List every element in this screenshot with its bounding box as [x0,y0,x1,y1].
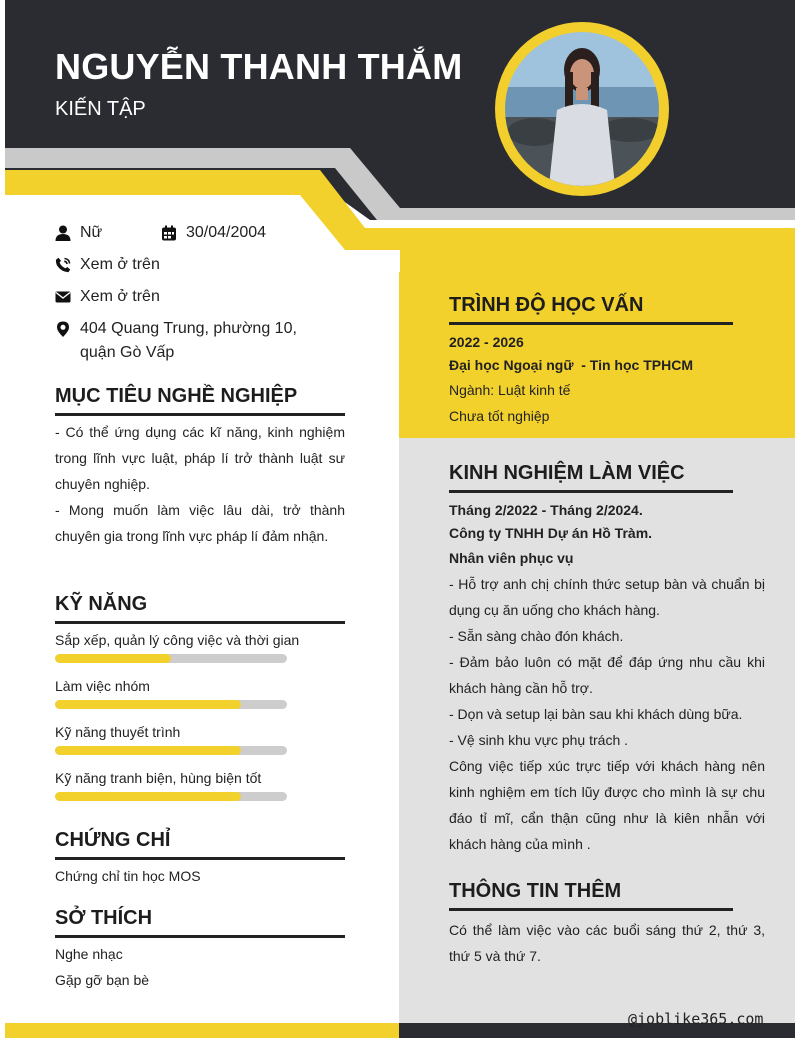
experience-duty: - Hỗ trợ anh chị chính thức setup bàn và chuẩn bị dụng cụ ăn uống cho khách hàng. [449,576,765,618]
skill-level-bar [55,746,287,755]
experience-duty: - Đảm bảo luôn có mặt để đáp ứng nhu cầu khi khách hàng cần hỗ trợ. [449,654,765,696]
skills-title: KỸ NĂNG [55,593,148,615]
birthdate-value: 30/04/2004 [186,224,267,241]
skill-level-fill [55,746,241,755]
skill-label: Sắp xếp, quản lý công việc và thời gian [55,632,300,648]
skill-level-bar [55,654,287,663]
experience-duty: - Dọn và setup lại bàn sau khi khách dùng bữa. [449,706,743,722]
skill-level-bar [55,700,287,709]
additional-divider [449,908,733,911]
experience-title: KINH NGHIỆM LÀM VIỆC [449,462,685,484]
candidate-name: NGUYỄN THANH THẮM [55,46,463,87]
hobbies-divider [55,935,345,938]
certificates-divider [55,857,345,860]
watermark: @joblike365.com [628,1010,764,1028]
experience-period: Tháng 2/2022 - Tháng 2/2024. [449,502,643,518]
footer-bar-left [5,1023,399,1038]
gender-row [55,224,102,245]
avatar [505,32,659,186]
objective-paragraph-1: - Có thể ứng dụng các kĩ năng, kinh nghiệm trong lĩnh vực luật, pháp lí trở thành luật sư chuyên nghiệp. [55,424,345,492]
skill-label: Kỹ năng thuyết trình [55,724,181,740]
education-school: Đại học Ngoại ngữ - Tin học TPHCM [449,357,693,373]
envelope-icon [55,289,71,305]
hobbies-title: SỞ THÍCH [55,907,153,929]
additional-title: THÔNG TIN THÊM [449,880,622,902]
objective-paragraph-2: - Mong muốn làm việc lâu dài, trở thành chuyên gia trong lĩnh vực pháp lí đảm nhận. [55,502,345,544]
address-line-2: quận Gò Vấp [80,344,175,361]
objective-title: MỤC TIÊU NGHỀ NGHIỆP [55,385,298,407]
skill-level-bar [55,792,287,801]
address-row [55,320,297,365]
hobby-item: Gặp gỡ bạn bè [55,972,150,988]
hobby-item: Nghe nhạc [55,946,123,962]
address-value [80,317,297,365]
gender-value: Nữ [80,224,103,241]
birthdate-row [161,224,266,245]
education-title: TRÌNH ĐỘ HỌC VẤN [449,294,644,316]
skill-level-fill [55,654,171,663]
phone-icon [55,257,71,273]
phone-value: Xem ở trên [80,256,160,273]
address-line-1: 404 Quang Trung, phường 10, [80,320,297,337]
skills-divider [55,621,345,624]
user-icon [55,225,71,241]
experience-duty: - Sẵn sàng chào đón khách. [449,628,624,644]
education-major: Ngành: Luật kinh tế [449,382,571,398]
objective-divider [55,413,345,416]
skill-label: Làm việc nhóm [55,678,150,694]
education-status: Chưa tốt nghiệp [449,408,550,424]
experience-summary: Công việc tiếp xúc trực tiếp với khách hàng nên kinh nghiệm em tích lũy được cho mình là sự chu đáo tỉ mĩ, cẩn thận cũng như là kiên nhẫn với khách hàng của mình . [449,758,765,852]
experience-divider [449,490,733,493]
experience-position: Nhân viên phục vụ [449,550,574,566]
candidate-role: KIẾN TẬP [55,98,146,120]
certificate-item: Chứng chỉ tin học MOS [55,868,201,884]
calendar-icon [161,225,177,241]
experience-duty: - Vệ sinh khu vực phụ trách . [449,732,629,748]
map-pin-icon [55,321,71,337]
email-value: Xem ở trên [80,288,160,305]
skill-level-fill [55,700,241,709]
resume-page [5,0,795,1038]
education-period: 2022 - 2026 [449,334,524,350]
education-divider [449,322,733,325]
skill-level-fill [55,792,241,801]
additional-text: Có thể làm việc vào các buổi sáng thứ 2, thứ 3, thứ 5 và thứ 7. [449,922,765,964]
profile-photo [495,22,669,196]
certificates-title: CHỨNG CHỈ [55,829,171,851]
email-row [55,288,160,309]
phone-row [55,256,160,277]
skill-label: Kỹ năng tranh biện, hùng biện tốt [55,770,262,786]
experience-company: Công ty TNHH Dự án Hồ Tràm. [449,525,653,541]
